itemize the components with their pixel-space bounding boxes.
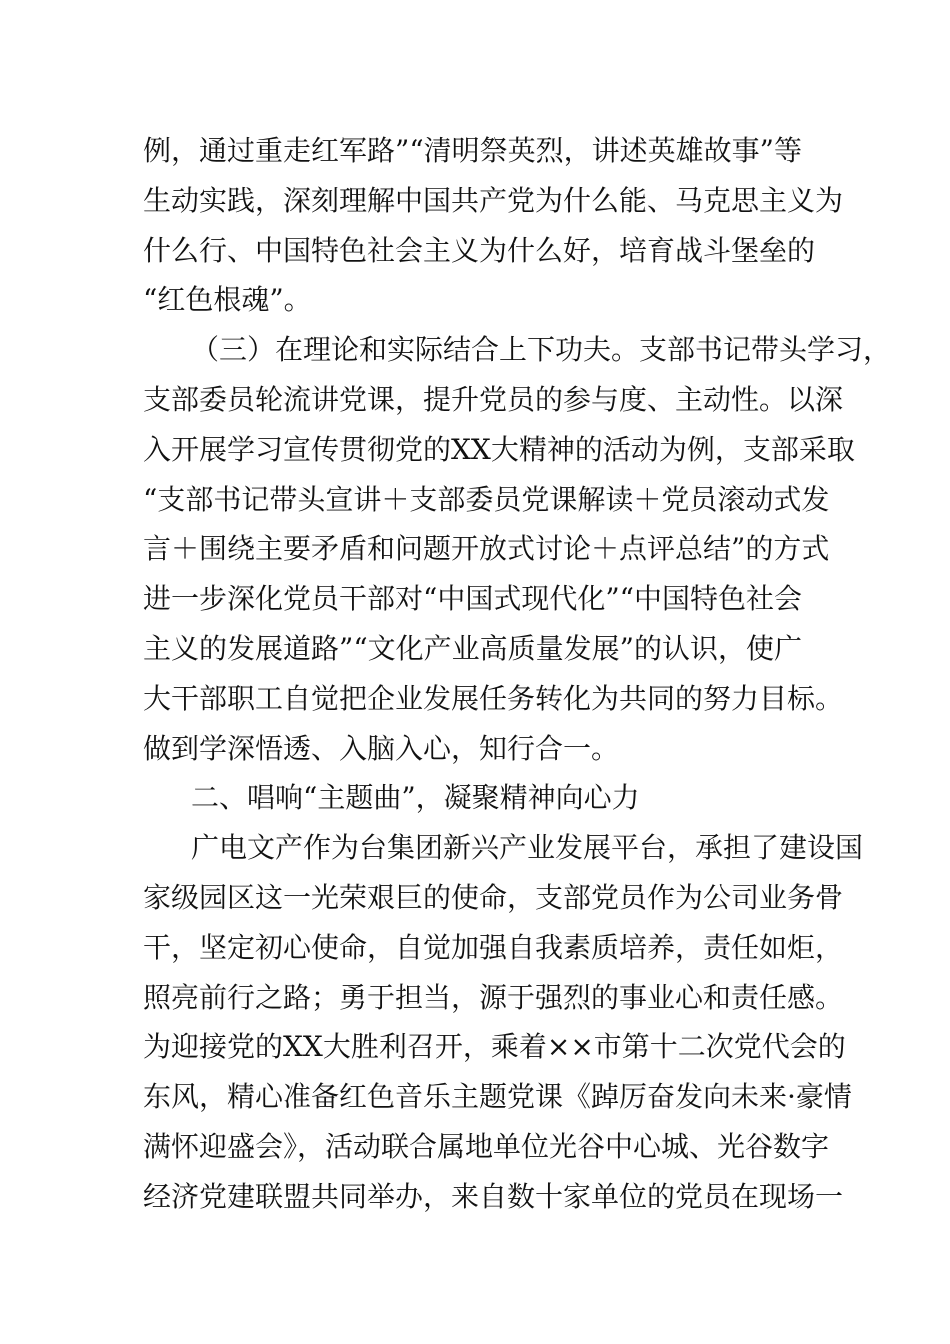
text-line: 照亮前行之路；勇于担当，源于强烈的事业心和责任感。 bbox=[143, 980, 844, 1014]
text-line: 干，坚定初心使命，自觉加强自我素质培养，责任如炬， bbox=[143, 930, 844, 964]
text-line: 进一步深化党员干部对“中国式现代化”“中国特色社会 bbox=[143, 582, 802, 616]
text-line: “红色根魂”。 bbox=[143, 283, 312, 317]
text-line: 主义的发展道路”“文化产业高质量发展”的认识，使广 bbox=[143, 631, 802, 665]
text-line: 言＋围绕主要矛盾和问题开放式讨论＋点评总结”的方式 bbox=[143, 532, 830, 566]
text-line: 大干部职工自觉把企业发展任务转化为共同的努力目标。 bbox=[143, 681, 844, 715]
text-line: 生动实践，深刻理解中国共产党为什么能、马克思主义为 bbox=[143, 183, 844, 217]
text-line: 支部委员轮流讲党课，提升党员的参与度、主动性。以深 bbox=[143, 382, 844, 416]
paragraph-start-line: （三）在理论和实际结合上下功夫。支部书记带头学习， bbox=[191, 333, 892, 367]
text-line: 例，通过重走红军路”“清明祭英烈，讲述英雄故事”等 bbox=[143, 134, 802, 167]
text-line: 经济党建联盟共同举办，来自数十家单位的党员在现场一 bbox=[143, 1179, 844, 1213]
text-line: 东风，精心准备红色音乐主题党课《踔厉奋发向未来·豪情 bbox=[143, 1080, 852, 1114]
text-line: 什么行、中国特色社会主义为什么好，培育战斗堡垒的 bbox=[143, 233, 816, 267]
text-line: 入开展学习宣传贯彻党的XX大精神的活动为例，支部采取 bbox=[143, 432, 855, 466]
text-line: 家级园区这一光荣艰巨的使命，支部党员作为公司业务骨 bbox=[143, 880, 844, 914]
text-line: 为迎接党的XX大胜利召开，乘着××市第十二次党代会的 bbox=[143, 1030, 846, 1064]
section-heading: 二、唱响“主题曲”，凝聚精神向心力 bbox=[191, 781, 640, 815]
body-text bbox=[143, 126, 892, 1222]
text-line: 满怀迎盛会》，活动联合属地单位光谷中心城、光谷数字 bbox=[143, 1129, 830, 1163]
text-line: “支部书记带头宣讲＋支部委员党课解读＋党员滚动式发 bbox=[143, 482, 830, 516]
text-line: 做到学深悟透、入脑入心，知行合一。 bbox=[143, 731, 620, 765]
paragraph-start-line: 广电文产作为台集团新兴产业发展平台，承担了建设国 bbox=[191, 831, 864, 865]
